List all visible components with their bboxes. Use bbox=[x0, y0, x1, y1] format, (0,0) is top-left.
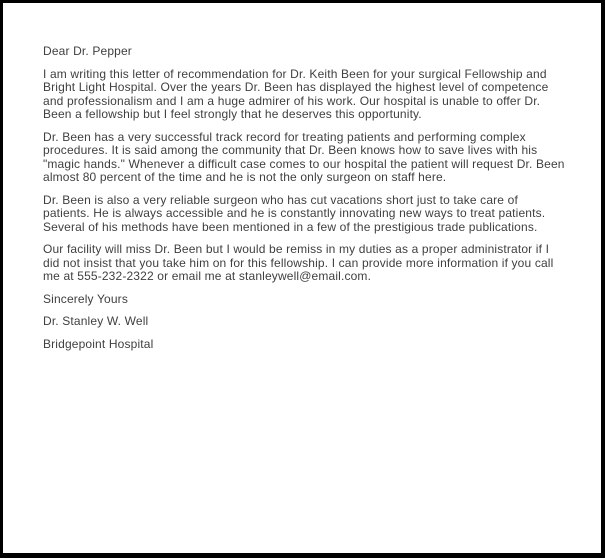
letter-paragraph-4: Our facility will miss Dr. Been but I would be remiss in my duties as a proper administrator if I did not insist that you take him on for this fellowship. I can provide more information if you call me at 555-232-2322 or email me at stanleywell@email.com. bbox=[43, 242, 554, 283]
letter-salutation: Dear Dr. Pepper bbox=[43, 44, 132, 58]
letter-paragraph-2: Dr. Been has a very successful track record for treating patients and performing complex procedures. It is said among the community that Dr. Been knows how to save lives with his "magic hands." Whenever a difficult case comes to our hospital the patient will request Dr. Been almost 80 percent of the time and he is not the only surgeon on staff here. bbox=[43, 129, 565, 184]
letter-paragraph-1: I am writing this letter of recommendation for Dr. Keith Been for your surgical Fellowship and Bright Light Hospital. Over the years Dr. Been has displayed the highest level of competence and professionalism and I am a huge admirer of his work. Our hospital is unable to offer Dr. Been a fellowship but I feel strongly that he deserves this opportunity. bbox=[43, 66, 549, 121]
letter-paragraph-3: Dr. Been is also a very reliable surgeon who has cut vacations short just to take care of patients. He is always accessible and he is constantly innovating new ways to treat patients. Several of his methods have been mentioned in a few of the prestigious trade publications. bbox=[43, 192, 546, 234]
letter-signature-name: Dr. Stanley W. Well bbox=[43, 314, 149, 328]
letter-signature-organization: Bridgepoint Hospital bbox=[43, 336, 154, 351]
letter-closing: Sincerely Yours bbox=[43, 291, 128, 306]
